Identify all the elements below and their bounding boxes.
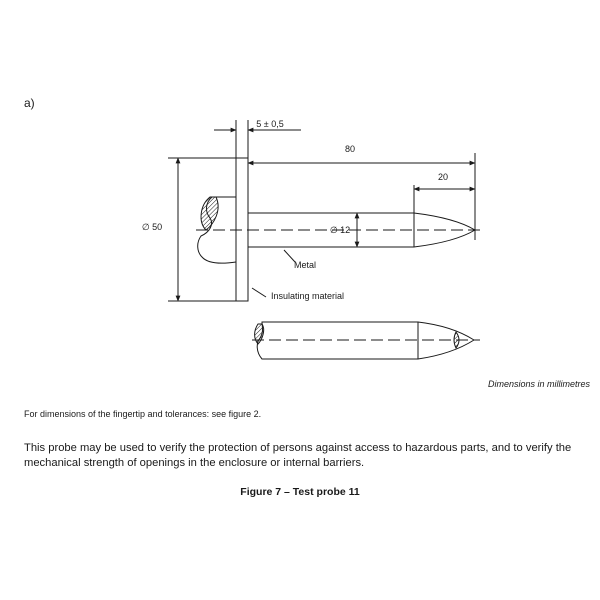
insulating-material-callout: Insulating material [271, 291, 345, 301]
tip-length-dimension: 20 [437, 172, 449, 182]
shaft-diameter-dimension: ∅ 12 [329, 225, 351, 235]
part-label: a) [24, 96, 35, 110]
metal-callout: Metal [294, 260, 317, 270]
length-dimension: 80 [344, 144, 356, 154]
handle-diameter-dimension: ∅ 50 [141, 222, 163, 232]
thickness-dimension: 5 ± 0,5 [256, 119, 284, 129]
body-paragraph: This probe may be used to verify the protection of persons against access to hazardous parts, and to verify the mechanical strength of openings in the enclosure or internal barriers. [24, 442, 572, 469]
dimension-note: Dimensions in millimetres [487, 379, 590, 389]
fingertip-note: For dimensions of the fingertip and tolerances: see figure 2. [24, 409, 262, 419]
figure-caption: Figure 7 – Test probe 11 [240, 486, 360, 498]
